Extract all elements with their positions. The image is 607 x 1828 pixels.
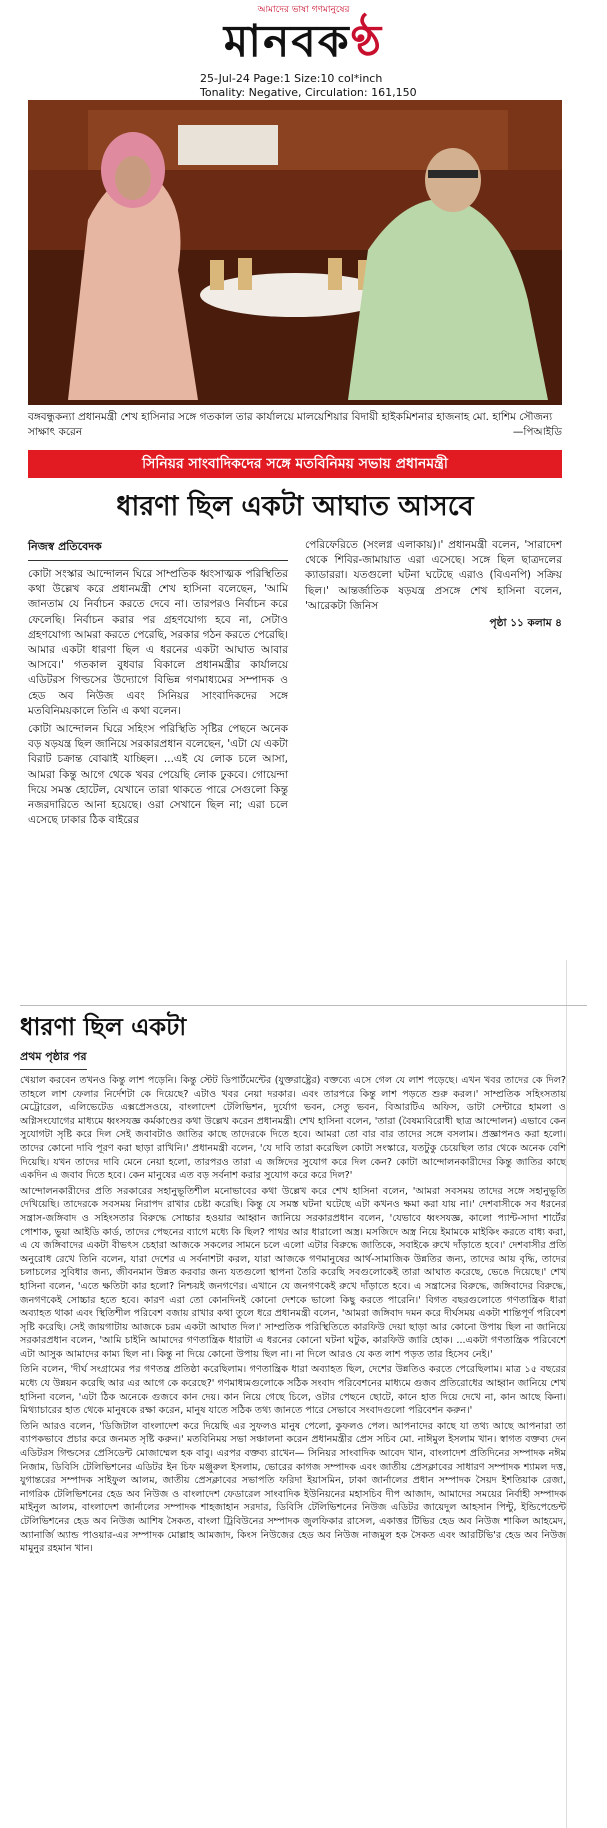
photo-caption-text: বঙ্গবন্ধুকন্যা প্রধানমন্ত্রী শেখ হাসিনার সঙ্গে গতকাল তার কার্যালয়ে মালয়েশিয়ার বিদায়ী হাইকমিশনার হাজনাহ মো. হাশিম সৌজন্য সাক্ষাৎ করেন	[28, 411, 553, 438]
jump-body	[20, 1074, 566, 1558]
continued-notice: পৃষ্ঠা ১১ কলাম ৪	[489, 617, 562, 630]
jump-headline: ধারণা ছিল একটা	[20, 1013, 187, 1041]
paragraph: আন্দোলনকারীদের প্রতি সরকারের সহানুভূতিশীল মনোভাবের কথা উল্লেখ করে শেখ হাসিনা বলেন, 'আমরা সবসময় তাদের সঙ্গে সহানুভূতি দেখিয়েছি। তাদেরকে সবসময় নিরাপদ রাখার চেষ্টা করেছি। কিন্তু যে সমস্ত ঘটনা ঘটেছে এটা কখনও ক্ষমা করা যায় না।' দেশবাসীকে সব ধরনের সন্ত্রাস-জঙ্গিবাদ ও সহিংসতার বিরুদ্ধে সোচ্চার হওয়ার আহ্বান জানিয়ে সরকারপ্রধান বলেন, 'যেভাবে ধ্বংসযজ্ঞ, কালো প্যান্ট-সাদা শার্টের পোশাক, ভুয়া আইডি কার্ড, তাদের পেছনের ব্যাগে মধ্যে কি ছিল? পাথর আর ধারালো অস্ত্র। মসজিদে অস্ত্র নিয়ে ইমামকে মাইকিং করতে বাধ্য করা, এ যে জঙ্গিবাদের একটা বীভৎস চেহারা আজকে সকলের সামনে চলে এলো এটার বিরুদ্ধে জাতিকে, সবাইকে রুখে দাঁড়াতে হবে।' দেশবাসীর প্রতি অনুরোধ রেখে তিনি বলেন, যারা দেশের এ সর্বনাশটা করল, যারা আজকে গণমানুষের আর্থ-সামাজিক উন্নতির জন্য, তাদের আয় বৃদ্ধি, তাদের চলাচলের সুবিধার জন্য, জীবনমান উন্নত করবার জন্য যতগুলো স্থাপনা তৈরি করেছি সবগুলোকেই তারা আঘাত করেছে, ভেঙে দিয়েছে।' শেখ হাসিনা বলেন, 'এতে ক্ষতিটা কার হলো? নিশ্চয়ই জনগণের। এখানে যে জনগণকেই রুখে দাঁড়াতে হবে। এ সন্ত্রাসের বিরুদ্ধে, জঙ্গিবাদের বিরুদ্ধে, জনগণকেই সোচ্চার হতে হবে। কারণ এরা তো কোনদিনই কোনো দেশকে ভালো কিছু করতে পারেনি।' বিগত বছরগুলোতে গণতান্ত্রিক ধারা অব্যাহত থাকা এবং স্থিতিশীল পরিবেশ বজায় রাখার কথা তুলে ধরে প্রধানমন্ত্রী বলেন, 'আমরা জঙ্গিবাদ দমন করে দীর্ঘসময় একটা শান্তিপূর্ণ পরিবেশ সৃষ্টি করেছি। সেই জায়গাটায় আজকে চরম একটা আঘাত দিল।' সাম্প্রতিক পরিস্থিতিতে কারফিউ দেয়া ছাড়া আর কোনো উপায় ছিল না জানিয়ে সরকারপ্রধান বলেন, 'আমি চাইনি আমাদের গণতান্ত্রিক ধারাটা এ ধরনের কোনো ঘটনা ঘটুক, কারফিউ জারি হোক। ...একটা গণতান্ত্রিক পরিবেশে এটা আসুক আমাদের কাম্য ছিল না। কিন্তু না দিয়ে কোনো উপায় ছিল না। না দিলে আরও যে কত লাশ পড়ত তার হিসেব নেই।'	[20, 1185, 566, 1360]
article-column-2	[305, 538, 562, 631]
paragraph: কোটা সংস্কার আন্দোলন ঘিরে সাম্প্রতিক ধ্বংসাত্মক পরিস্থিতির কথা উল্লেখ করে প্রধানমন্ত্রী শেখ হাসিনা বলেছেন, 'আমি জানতাম যে নির্বাচন করতে দেবে না। তারপরও নির্বাচন করে ফেলেছি। নির্বাচন করার পর গ্রহণযোগ্য হবে না, সেটাও গ্রহণযোগ্য আমরা করতে পেরেছি, সরকার গঠন করতে পেরেছি। আমার একটা ধারণা ছিল এ ধরনের একটা আঘাত আবার আসবে।' গতকাল বুধবার বিকালে প্রধানমন্ত্রীর কার্যালয়ে এডিটরস গিল্ডসের উদ্যোগে বিভিন্ন গণমাধ্যমের সম্পাদক ও হেড অব নিউজ এবং সিনিয়র সাংবাদিকদের সঙ্গে মতবিনিময়কালে তিনি এ কথা বলেন।	[28, 568, 288, 717]
paragraph: তিনি বলেন, 'দীর্ঘ সংগ্রামের পর গণতন্ত্র প্রতিষ্ঠা করেছিলাম। গণতান্ত্রিক ধারা অব্যাহত ছিল, দেশের উন্নতিও করতে পেরেছিলাম। মাত্র ১৫ বছরের মধ্যে যে উন্নয়ন করেছি আর এর আগে কে করেছে?' গণমাধ্যমগুলোকে সঠিক সংবাদ পরিবেশনের মাধ্যমে গুজব প্রতিরোধের আহ্বান জানিয়ে শেখ হাসিনা বলেন, 'এটা ঠিক অনেকে গুজবে কান দেয়। কান নিয়ে গেছে চিলে, ওটার পেছনে ছোটে, কানে হাত দিয়ে দেখে না, কান আছে কিনা। মিথ্যাচারের হাত থেকে মানুষকে রক্ষা করেন, মানুষ যাতে সঠিক তথ্য জানতে পারে সেভাবে সংবাদগুলো পরিবেশন করুন।'	[20, 1364, 566, 1417]
masthead-title-main: মানবক	[223, 16, 351, 67]
paragraph: তিনি আরও বলেন, 'ডিজিটাল বাংলাদেশ করে দিয়েছি এর সুফলও মানুষ পেলো, কুফলও পেল। আপনাদের কাছে যা তথ্য আছে আপনারা তা ব্যাপকভাবে প্রচার করে জনমত সৃষ্টি করুন।' মতবিনিময় সভা সঞ্চালনা করেন প্রধানমন্ত্রীর প্রেস সচিব মো. নাঈমুল ইসলাম খান। স্বাগত বক্তব্য দেন এডিটরস গিল্ডসের প্রেসিডেন্ট মোজাম্মেল হক বাবু। এরপর বক্তব্য রাখেন— সিনিয়র সাংবাদিক আবেদ খান, বাংলাদেশ প্রতিদিনের সম্পাদক নঈম নিজাম, ডিবিসি টেলিভিশনের এডিটর ইন চিফ মঞ্জুরুল ইসলাম, ভোরের কাগজ সম্পাদক এবং জাতীয় প্রেসক্লাবের সাধারণ সম্পাদক শ্যামল দত্ত, যুগান্তরের সম্পাদক সাইফুল আলম, জাতীয় প্রেসক্লাবের সভাপতি ফরিদা ইয়াসমিন, ঢাকা জার্নালের প্রধান সম্পাদক সৈয়দ ইশতিয়াক রেজা, নাগরিক টেলিভিশনের হেড অব নিউজ ও বাংলাদেশ ফেডারেল সাংবাদিক ইউনিয়নের মহাসচিব দীপ আজাদ, আমাদের সময়ের নির্বাহী সম্পাদক মাইনুল আলম, বাংলাদেশ জার্নালের সম্পাদক শাহজাহান সরদার, ডিবিসি টেলিভিশনের নিউজ এডিটর জায়েদুল আহসান পিন্টু, ইন্ডিপেন্ডেন্ট টেলিভিশনের হেড অব নিউজ আশিষ সৈকত, বাংলা ট্রিবিউনের সম্পাদক জুলফিকার রাসেল, একাত্তর টিভির হেড অব নিউজ শাকিল আহমেদ, অ্যানার্জি অ্যান্ড পাওয়ার-এর সম্পাদক মোল্লাহ আমজাদ, কিংস নিউজের হেড অব নিউজ নাজমুল হক সৈকত এবং আরটিভি'র হেড অব নিউজ মামুনুর রহমান খান।	[20, 1420, 567, 1555]
kicker-banner: সিনিয়র সাংবাদিকদের সঙ্গে মতবিনিময় সভায় প্রধানমন্ত্রী	[28, 450, 562, 478]
byline: নিজস্ব প্রতিবেদক	[28, 538, 288, 561]
column-2-body: পেরিফেরিতে (সংলগ্ন এলাকায়)।' প্রধানমন্ত্রী বলেন, 'সারাদেশ থেকে শিবির-জামায়াত এরা এসেছে। সঙ্গে ছিল ছাত্রদলের ক্যাডাররা। যতগুলো ঘটনা ঘটেছে এরাও (বিএনপি) সক্রিয় ছিল।' আন্তর্জাতিক ষড়যন্ত্র প্রসঙ্গে শেখ হাসিনা বলেন, 'আরেকটা জিনিস	[305, 539, 562, 612]
masthead-tagline: আমাদের ভাষা গণমানুষের	[257, 5, 350, 15]
photo-caption	[28, 410, 562, 440]
photo-credit: —পিআইডি	[512, 426, 562, 438]
column-1-body	[28, 567, 288, 828]
paragraph: কোটা আন্দোলন ঘিরে সহিংস পরিস্থিতি সৃষ্টির পেছনে অনেক বড় ষড়যন্ত্র ছিল জানিয়ে সরকারপ্রধান বলেছেন, 'এটা যে একটা বিরাট চক্রান্ত বোঝাই যাচ্ছিল। ...এই যে লোক চলে আসা, আমরা কিন্তু আগে থেকে খবর পেয়েছি লোক ঢুকবে। গোয়েন্দা দিয়ে সমস্ত হোটেল, যেখানে তারা থাকতে পারে সেগুলো কিন্তু নজরদারিতে আনা হয়েছে। ওরা সেখানে ছিল না; এরা চলে এসেছে ঢাকার ঠিক বাইরের	[28, 723, 289, 827]
masthead-title	[0, 8, 607, 81]
news-photo	[28, 100, 562, 405]
headline: ধারণা ছিল একটা আঘাত আসবে	[116, 491, 474, 522]
column-rule	[566, 960, 567, 1828]
clipping-meta-line1: 25-Jul-24 Page:1 Size:10 col*inch	[200, 72, 383, 85]
jump-label: প্রথম পৃষ্ঠার পর	[20, 1048, 87, 1070]
masthead-title-end: ণ্ঠ	[350, 16, 384, 67]
article-column-1	[28, 538, 288, 828]
masthead	[0, 0, 607, 67]
paragraph: খেয়াল করবেন তখনও কিন্তু লাশ পড়েনি। কিন্তু স্টেট ডিপার্টমেন্টের (যুক্তরাষ্ট্রের) বক্তব্যে এসে গেল যে লাশ পড়েছে। এখন খবর তাদের কে দিল? তাহলে লাশ ফেলার নির্দেশটা কে দিয়েছে? এটাও খবর নেয়া দরকার। এবং তারপরে কিন্তু লাশ পড়তে শুরু করল।' সাম্প্রতিক সহিংসতায় মেট্রোরেল, এলিভেটেড এক্সপ্রেসওয়ে, বাংলাদেশ টেলিভিশন, দুর্যোগ ভবন, সেতু ভবন, বিআরটিএ অফিস, ডাটা সেন্টারে হামলা ও অগ্নিসংযোগের মাধ্যমে ধ্বংসযজ্ঞ কর্মকাণ্ডের কথা উল্লেখ করেন প্রধানমন্ত্রী। শেখ হাসিনা বলেন, 'তারা (বৈষম্যবিরোধী ছাত্র আন্দোলন) এভাবে কেন সুযোগটা সৃষ্টি করে দিল সেই জবাবটাও জাতির কাছে তাদেরকে দিতে হবে। আমরা তো বার বার তাদের সঙ্গে বসলাম। প্রজ্ঞাপনও করা হলো। তাদের কোনো দাবি পূরণ করা ছাড়া রাখিনি।' প্রধানমন্ত্রী বলেন, 'যে দাবি তারা করেছিল কোটা সংস্কারে, যতটুকু চেয়েছিল তার থেকে অনেক বেশি দিয়েছি। যখন তাদের দাবি মেনে নেয়া হলো, তারপরও তারা এ জঙ্গিদের সুযোগ করে দিল কেন? কোটা আন্দোলনকারীদের কিন্তু জাতির কাছে একদিন এ জবাব দিতে হবে। কেন মানুষের এত বড় সর্বনাশ করার সুযোগ করে করে দিল?'	[20, 1075, 566, 1182]
clipping-meta-line2: Tonality: Negative, Circulation: 161,150	[200, 86, 417, 99]
photo-illustration	[28, 100, 562, 405]
section-divider	[20, 1005, 587, 1006]
